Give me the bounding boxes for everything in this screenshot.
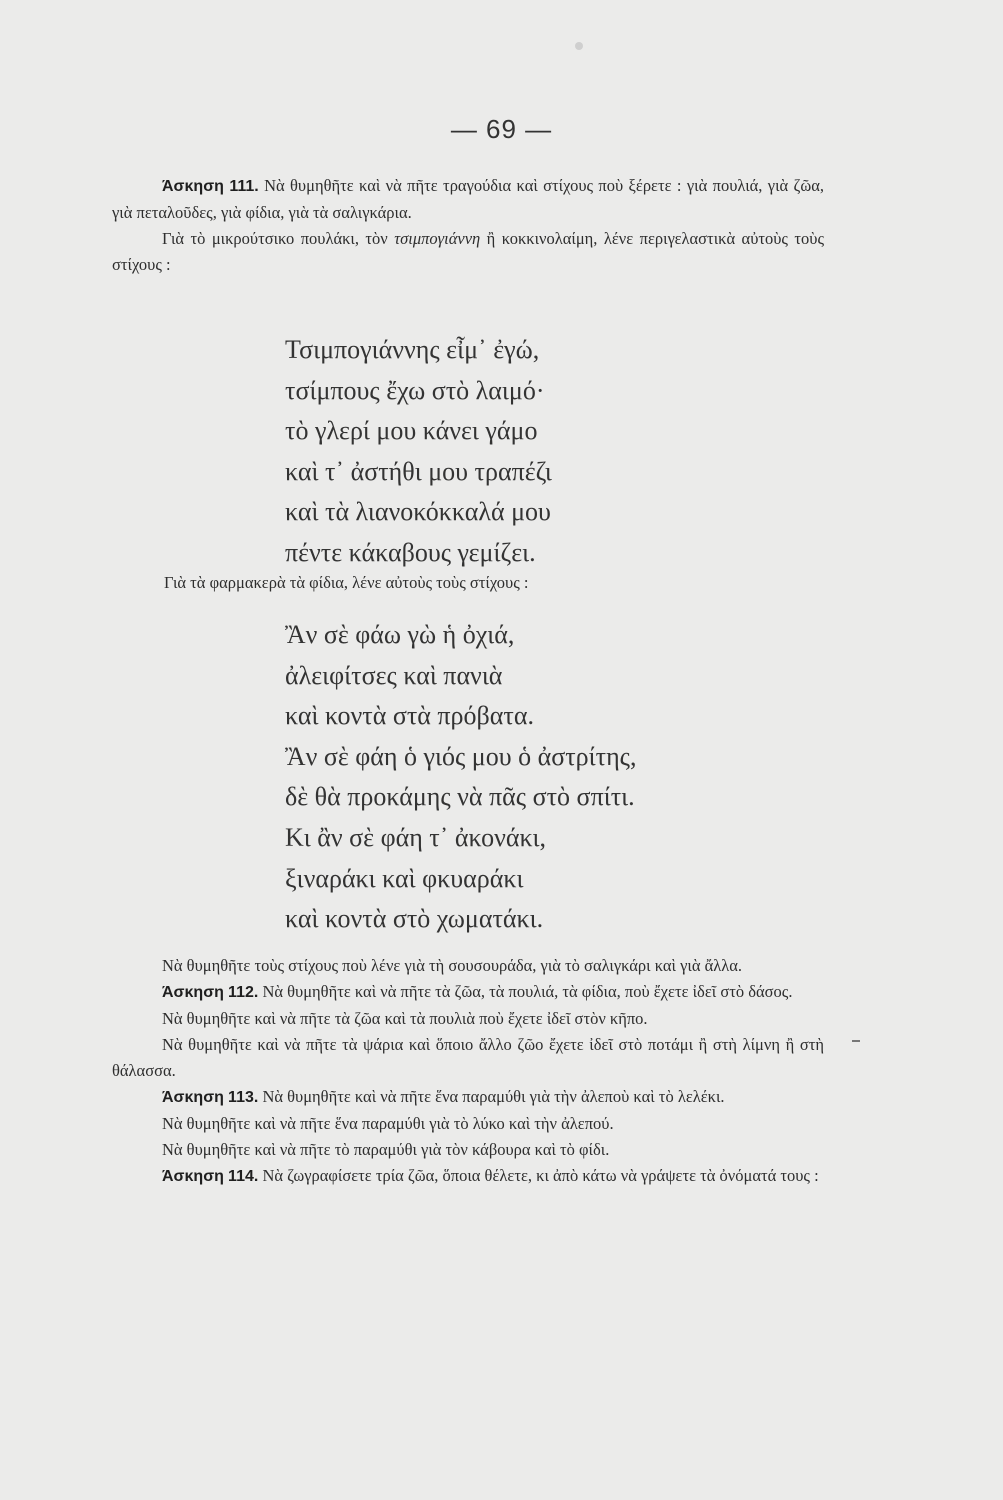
poem-line: ἀλειφίτσες καὶ πανιὰ — [285, 660, 503, 690]
crab-paragraph: Νὰ θυμηθῆτε καὶ νὰ πῆτε τὸ παραμύθι γιὰ τὸν κάβουρα καὶ τὸ φίδι. — [162, 1140, 610, 1159]
exercise-number: 111. — [229, 178, 259, 195]
exercise-113-paragraph — [112, 1084, 824, 1111]
exercise-114-paragraph — [112, 1163, 824, 1190]
poem-line: καὶ κοντὰ στὰ πρόβατα. — [285, 701, 534, 731]
robin-intro-start: Γιὰ τὸ μικρούτσικο πουλάκι, τὸν — [162, 229, 395, 248]
exercise-112-text: Νὰ θυμηθῆτε καὶ νὰ πῆτε τὰ ζῶα, τὰ πουλιά, τὰ φίδια, ποὺ ἔχετε ἰδεῖ στὸ δάσος. — [262, 982, 793, 1001]
robin-intro — [112, 226, 824, 278]
page-number: — 69 — — [450, 114, 553, 144]
margin-mark — [852, 1040, 860, 1042]
poem-line: καὶ τ᾽ ἀστήθι μου τραπέζι — [285, 456, 552, 486]
page-speck — [575, 42, 583, 50]
robin-intro-end: ἢ κοκκινολαίμη, λένε περιγελαστικὰ αὐτοὺς τοὺς στίχους : — [112, 229, 824, 274]
snakes-intro: Γιὰ τὰ φαρμακερὰ τὰ φίδια, λένε αὐτοὺς τοὺς στίχους : — [164, 573, 529, 592]
poem-line: πέντε κάκαβους γεμίζει. — [285, 537, 536, 567]
robin-poem — [285, 330, 552, 573]
exercise-112-paragraph — [112, 979, 824, 1006]
snake-poem — [285, 615, 636, 940]
poem-line: Τσιμπογιάννης εἶμ᾽ ἐγώ, — [285, 335, 540, 364]
poem-line: τὸ γλερί μου κάνει γάμο — [285, 416, 538, 445]
exercise-113-text: Νὰ θυμηθῆτε καὶ νὰ πῆτε ἕνα παραμύθι γιὰ τὴν ἀλεποὺ καὶ τὸ λελέκι. — [262, 1087, 725, 1106]
exercise-label: Άσκηση — [162, 984, 224, 1001]
poem-line: καὶ τὰ λιανοκόκκαλά μου — [285, 497, 551, 526]
exercise-114-text: Νὰ ζωγραφίσετε τρία ζῶα, ὅποια θέλετε, κι ἀπὸ κάτω νὰ γράψετε τὰ ὀνόματά τους : — [262, 1166, 819, 1185]
poem-line: ξιναράκι καὶ φκυαράκι — [285, 863, 524, 893]
poem-line: καὶ κοντὰ στὸ χωματάκι. — [285, 904, 544, 934]
exercise-111-text: Νὰ θυμηθῆτε καὶ νὰ πῆτε τραγούδια καὶ στίχους ποὺ ξέρετε : γιὰ πουλιά, γιὰ ζῶα, γιὰ πεταλοῦδες, γιὰ φίδια, γιὰ τὰ σαλιγκάρια. — [112, 176, 825, 222]
exercise-label: Άσκηση — [162, 1168, 224, 1185]
exercise-number: 113. — [228, 1089, 259, 1106]
poem-line: τσίμπους ἔχω στὸ λαιμό· — [285, 375, 545, 405]
wolf-paragraph: Νὰ θυμηθῆτε καὶ νὰ πῆτε ἕνα παραμύθι γιὰ τὸ λύκο καὶ τὴν ἀλεπού. — [162, 1114, 614, 1133]
exercise-111-block — [112, 173, 824, 278]
exercise-111-paragraph — [112, 173, 824, 226]
exercise-label: Άσκηση — [162, 178, 224, 195]
snail-paragraph: Νὰ θυμηθῆτε τοὺς στίχους ποὺ λένε γιὰ τὴ σουσουράδα, γιὰ τὸ σαλιγκάρι καὶ γιὰ ἄλλα. — [162, 956, 743, 975]
exercise-label: Άσκηση — [162, 1089, 224, 1106]
poem-line: Ἂν σὲ φάη ὁ γιός μου ὁ ἀστρίτης, — [285, 741, 637, 771]
water-paragraph: Νὰ θυμηθῆτε καὶ νὰ πῆτε τὰ ψάρια καὶ ὅποιο ἄλλο ζῶο ἔχετε ἰδεῖ στὸ ποτάμι ἢ στὴ λίμνη ἢ στὴ θάλασσα. — [112, 1035, 824, 1080]
exercise-number: 114. — [228, 1168, 259, 1185]
garden-paragraph: Νὰ θυμηθῆτε καὶ νὰ πῆτε τὰ ζῶα καὶ τὰ πουλιὰ ποὺ ἔχετε ἰδεῖ στὸν κῆπο. — [162, 1009, 648, 1028]
poem-line: δὲ θὰ προκάμης νὰ πᾶς στὸ σπίτι. — [285, 782, 635, 812]
poem-line: Ἂν σὲ φάω γὼ ἡ ὀχιά, — [285, 620, 515, 649]
robin-name: τσιμπογιάννη — [394, 229, 481, 248]
poem-line: Κι ἂν σὲ φάη τ᾽ ἀκονάκι, — [285, 822, 547, 852]
lower-exercises — [112, 953, 824, 1190]
exercise-number: 112. — [228, 984, 259, 1001]
